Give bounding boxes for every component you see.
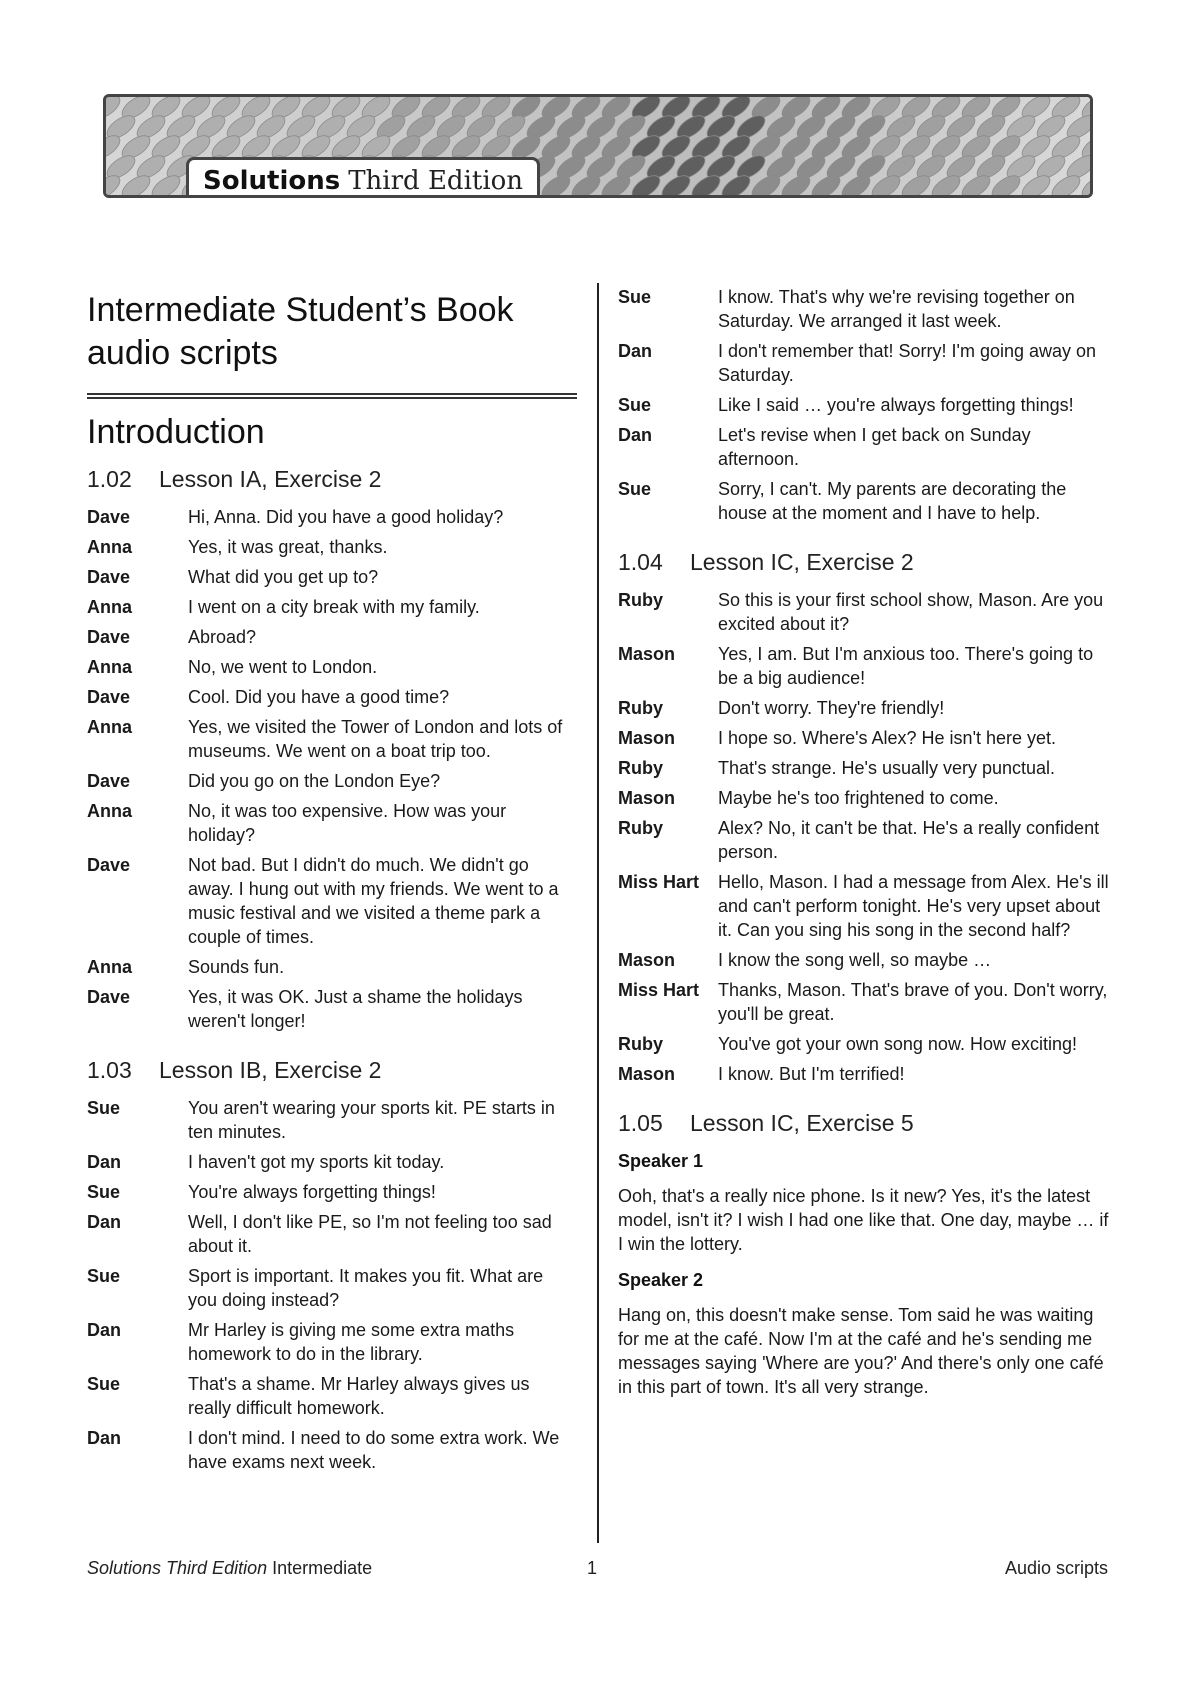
dialogue-text: Hello, Mason. I had a message from Alex. He's ill and can't perform tonight. He's very upset about it. Can you sing his song in the second half?: [718, 872, 1109, 940]
dialogue-text: That's a shame. Mr Harley always gives us really difficult homework.: [188, 1374, 530, 1418]
speaker-name: Mason: [618, 644, 676, 664]
title-line-2: audio scripts: [87, 334, 278, 372]
dialogue-line: [87, 1426, 577, 1474]
dialogue-text: Maybe he's too frightened to come.: [718, 788, 999, 808]
dialogue-text: Yes, it was OK. Just a shame the holidays weren't longer!: [188, 987, 523, 1031]
speaker-name: Miss Hart: [618, 872, 700, 892]
speaker-name: Anna: [87, 537, 132, 557]
dialogue-text: Yes, I am. But I'm anxious too. There's going to be a big audience!: [718, 644, 1094, 688]
dialogue-text: I know. But I'm terrified!: [718, 1064, 905, 1084]
dialogue-text: Hi, Anna. Did you have a good holiday?: [188, 507, 504, 527]
speaker-name: Sue: [618, 479, 652, 499]
speaker-name: Ruby: [618, 1034, 663, 1054]
brand-name: Solutions: [203, 165, 341, 196]
dialogue-line: [618, 816, 1113, 864]
footer-section: Audio scripts: [1004, 1558, 1108, 1578]
footer-level: Intermediate: [267, 1558, 373, 1578]
exercise-title: Lesson IC, Exercise 2: [690, 549, 914, 575]
dialogue-line: [618, 870, 1113, 942]
dialogue-text: You aren't wearing your sports kit. PE starts in ten minutes.: [188, 1098, 555, 1142]
dialogue-line: [87, 565, 577, 589]
speaker-name: Dan: [87, 1320, 122, 1340]
dialogue-text: No, it was too expensive. How was your holiday?: [188, 801, 507, 845]
dialogue-text: Cool. Did you have a good time?: [188, 687, 450, 707]
dialogue-text: Let's revise when I get back on Sunday afternoon.: [718, 425, 1031, 469]
brand-logo: [186, 157, 540, 198]
speaker-name: Sue: [87, 1266, 121, 1286]
dialogue-line: [618, 978, 1113, 1026]
speaker-name: Anna: [87, 597, 132, 617]
speaker-name: Anna: [87, 957, 132, 977]
dialogue-text: You're always forgetting things!: [188, 1182, 436, 1202]
dialogue-text: I haven't got my sports kit today.: [188, 1152, 445, 1172]
dialogue-text: Don't worry. They're friendly!: [718, 698, 945, 718]
exercise-title: Lesson IB, Exercise 2: [159, 1057, 382, 1083]
dialogue-1-03-part-1: [87, 1096, 577, 1474]
dialogue-line: [87, 1096, 577, 1144]
title-line-1: Intermediate Student’s Book: [87, 291, 514, 329]
page-number: 1: [587, 1558, 598, 1578]
exercise-heading-1-04: [618, 549, 1113, 576]
dialogue-line: [618, 477, 1113, 525]
dialogue-line: [87, 505, 577, 529]
speaker-name: Mason: [618, 1064, 676, 1084]
exercise-number: 1.02: [87, 466, 132, 492]
dialogue-line: [87, 1264, 577, 1312]
dialogue-line: [618, 756, 1113, 780]
speaker-name: Dave: [87, 627, 131, 647]
dialogue-text: Well, I don't like PE, so I'm not feeling too sad about it.: [188, 1212, 552, 1256]
footer-book-title: [87, 1558, 372, 1579]
dialogue-text: I don't remember that! Sorry! I'm going away on Saturday.: [718, 341, 1097, 385]
dialogue-text: Sorry, I can't. My parents are decorating the house at the moment and I have to help.: [718, 479, 1067, 523]
dialogue-text: Like I said … you're always forgetting things!: [718, 395, 1074, 415]
speaker-name: Dan: [618, 425, 653, 445]
dialogue-text: Not bad. But I didn't do much. We didn't go away. I hung out with my friends. We went to a music festival and we visited a theme park a couple of times.: [188, 855, 559, 947]
dialogue-line: [618, 423, 1113, 471]
speaker-name: Sue: [87, 1374, 121, 1394]
dialogue-line: [87, 985, 577, 1033]
dialogue-text: Did you go on the London Eye?: [188, 771, 441, 791]
speaker-name: Ruby: [618, 818, 663, 838]
dialogue-line: [618, 726, 1113, 750]
dialogue-line: [618, 696, 1113, 720]
dialogue-text: Yes, it was great, thanks.: [188, 537, 388, 557]
brand-edition: Third Edition: [348, 165, 524, 196]
dialogue-line: [87, 1372, 577, 1420]
section-title: Introduction: [87, 413, 265, 451]
footer-book-name: Solutions Third Edition: [87, 1558, 268, 1578]
dialogue-line: [618, 588, 1113, 636]
dialogue-line: [87, 1210, 577, 1258]
speaker-name: Sue: [618, 395, 652, 415]
dialogue-line: [618, 1062, 1113, 1086]
dialogue-line: [87, 625, 577, 649]
exercise-number: 1.05: [618, 1110, 663, 1136]
dialogue-text: I hope so. Where's Alex? He isn't here yet.: [718, 728, 1057, 748]
title-divider: [87, 393, 577, 399]
dialogue-text: Yes, we visited the Tower of London and lots of museums. We went on a boat trip too.: [188, 717, 563, 761]
speaker-name: Sue: [87, 1098, 121, 1118]
exercise-title: Lesson IC, Exercise 5: [690, 1110, 914, 1136]
speaker-name: Anna: [87, 717, 132, 737]
exercise-heading-1-03: [87, 1057, 577, 1084]
left-column: [87, 285, 577, 1480]
dialogue-line: [87, 655, 577, 679]
dialogue-line: [87, 799, 577, 847]
speaker-name: Dave: [87, 507, 131, 527]
dialogue-line: [618, 393, 1113, 417]
dialogue-line: [618, 339, 1113, 387]
dialogue-text: Abroad?: [188, 627, 257, 647]
dialogue-text: Alex? No, it can't be that. He's a really confident person.: [718, 818, 1100, 862]
dialogue-line: [87, 955, 577, 979]
speaker-2-heading: Speaker 2: [618, 1270, 704, 1290]
speaker-name: Dave: [87, 855, 131, 875]
dialogue-text: No, we went to London.: [188, 657, 378, 677]
speaker-name: Dave: [87, 771, 131, 791]
exercise-heading-1-05: [618, 1110, 1113, 1137]
speaker-name: Dan: [87, 1428, 122, 1448]
speaker-name: Mason: [618, 950, 676, 970]
dialogue-line: [87, 715, 577, 763]
speaker-name: Anna: [87, 801, 132, 821]
speaker-name: Dan: [87, 1212, 122, 1232]
dialogue-text: I know. That's why we're revising together on Saturday. We arranged it last week.: [718, 287, 1075, 331]
dialogue-text: I went on a city break with my family.: [188, 597, 480, 617]
dialogue-text: Sport is important. It makes you fit. What are you doing instead?: [188, 1266, 544, 1310]
speaker-2-text: Hang on, this doesn't make sense. Tom said he was waiting for me at the café. Now I'm at the café and he's sending me messages saying 'Where are you?' And there's only one café in this part of town. It's all very strange.: [618, 1305, 1104, 1397]
dialogue-line: [618, 642, 1113, 690]
dialogue-line: [87, 595, 577, 619]
speaker-name: Miss Hart: [618, 980, 700, 1000]
dialogue-text: Sounds fun.: [188, 957, 285, 977]
dialogue-text: That's strange. He's usually very punctual.: [718, 758, 1056, 778]
dialogue-line: [87, 853, 577, 949]
right-column: [618, 285, 1113, 1409]
dialogue-line: [87, 685, 577, 709]
speaker-1-text: Ooh, that's a really nice phone. Is it new? Yes, it's the latest model, isn't it? I wish I had one like that. One day, maybe … if I win the lottery.: [618, 1186, 1109, 1254]
column-divider: [597, 283, 599, 1543]
speaker-name: Dan: [87, 1152, 122, 1172]
speaker-name: Mason: [618, 788, 676, 808]
speaker-name: Mason: [618, 728, 676, 748]
speaker-name: Ruby: [618, 698, 663, 718]
exercise-number: 1.04: [618, 549, 663, 575]
speaker-1-heading: Speaker 1: [618, 1151, 704, 1171]
dialogue-text: I know the song well, so maybe …: [718, 950, 992, 970]
exercise-title: Lesson IA, Exercise 2: [159, 466, 382, 492]
speaker-name: Dave: [87, 567, 131, 587]
dialogue-text: So this is your first school show, Mason. Are you excited about it?: [718, 590, 1104, 634]
header-banner: [103, 94, 1093, 198]
dialogue-line: [618, 786, 1113, 810]
dialogue-line: [87, 769, 577, 793]
dialogue-line: [87, 1150, 577, 1174]
dialogue-line: [618, 285, 1113, 333]
dialogue-line: [618, 948, 1113, 972]
speaker-name: Dave: [87, 987, 131, 1007]
dialogue-text: What did you get up to?: [188, 567, 379, 587]
speaker-name: Anna: [87, 657, 132, 677]
speaker-name: Ruby: [618, 758, 663, 778]
speaker-name: Dave: [87, 687, 131, 707]
dialogue-line: [618, 1032, 1113, 1056]
dialogue-line: [87, 1318, 577, 1366]
document-title: [87, 289, 577, 375]
speaker-name: Sue: [618, 287, 652, 307]
dialogue-1-04: [618, 588, 1113, 1086]
dialogue-text: I don't mind. I need to do some extra work. We have exams next week.: [188, 1428, 560, 1472]
dialogue-line: [87, 535, 577, 559]
dialogue-text: Thanks, Mason. That's brave of you. Don't worry, you'll be great.: [718, 980, 1108, 1024]
dialogue-1-02: [87, 505, 577, 1033]
exercise-heading-1-02: [87, 466, 577, 493]
speaker-name: Dan: [618, 341, 653, 361]
dialogue-1-03-part-2: [618, 285, 1113, 525]
dialogue-text: Mr Harley is giving me some extra maths homework to do in the library.: [188, 1320, 515, 1364]
dialogue-line: [87, 1180, 577, 1204]
exercise-number: 1.03: [87, 1057, 132, 1083]
speaker-name: Ruby: [618, 590, 663, 610]
dialogue-text: You've got your own song now. How exciting!: [718, 1034, 1077, 1054]
speaker-name: Sue: [87, 1182, 121, 1202]
